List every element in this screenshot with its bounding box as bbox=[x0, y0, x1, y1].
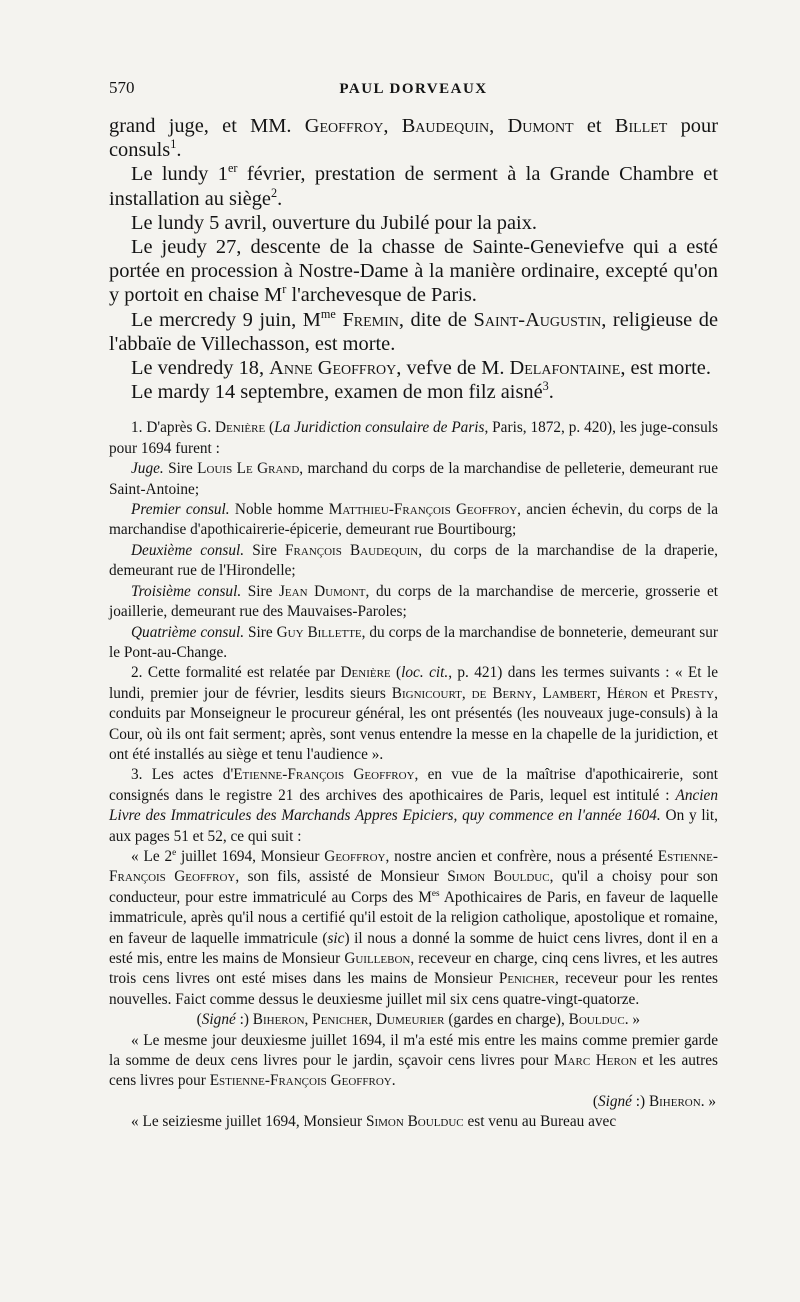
text-run: « Le mesme jour deuxiesme juillet 1694, il m'a esté mis entre les mains comme premier garde la somme de deux cens livres pour le jardin, sçavoir cens livres pour bbox=[109, 1031, 718, 1070]
text-run: e bbox=[172, 846, 177, 857]
text-run: ( bbox=[390, 664, 402, 682]
text-run: Boulduc bbox=[568, 1011, 625, 1029]
text-run: Delafontaine bbox=[509, 357, 621, 380]
paragraph bbox=[109, 235, 718, 308]
paragraph bbox=[109, 356, 718, 380]
footnote-entry bbox=[109, 582, 718, 623]
text-run: ( bbox=[592, 1092, 598, 1110]
text-run: Le lundy 1 bbox=[131, 163, 228, 186]
text-run: Premier consul. bbox=[131, 501, 230, 519]
text-run: Le vendredy 18, bbox=[131, 357, 270, 380]
text-run: . bbox=[176, 139, 182, 162]
text-run: « Le seiziesme juillet 1694, Monsieur bbox=[131, 1113, 366, 1131]
text-run: 2. Cette formalité est relatée par bbox=[131, 664, 341, 682]
text-run: et les autres cens livres pour bbox=[109, 1052, 718, 1090]
page-number: 570 bbox=[109, 78, 135, 97]
text-run: er bbox=[227, 161, 238, 176]
text-run: 3. Les actes d' bbox=[131, 766, 234, 784]
footnote-ref: 1 bbox=[170, 137, 177, 152]
footnote-1 bbox=[109, 418, 718, 459]
text-run: Troisième consul. bbox=[131, 582, 242, 600]
text-run: Sire bbox=[244, 541, 286, 559]
text-run: 1. D'après G. bbox=[131, 419, 216, 437]
text-run: , conduits par Monseigneur le procureur général, les ont présentés (les nouveaux juge-consuls) à la Cour, où ils ont fait serment; après, sont venus entendre la messe en la chapelle de la juridiction, et ont été installés au siège et tenu l'audience ». bbox=[109, 684, 718, 763]
text-run: Etienne-François Geoffroy bbox=[233, 766, 415, 784]
text-run: Simon Boulduc bbox=[447, 868, 550, 886]
text-run: Geoffroy bbox=[324, 847, 386, 865]
footnote-entry bbox=[109, 623, 718, 664]
text-run: Le jeudy 27, descente de la chasse de Sainte-Geneviefve qui a esté portée en procession à Nostre-Dame à la manière ordinaire, excepté qu'on y portoit en chaise M bbox=[109, 236, 718, 307]
text-run: , est morte. bbox=[620, 357, 711, 380]
text-run: ) il nous a donné la somme de huict cens livres, dont il en a esté mis, entre les mains de Monsieur bbox=[109, 929, 718, 967]
text-run: :) bbox=[631, 1092, 649, 1110]
text-run: Denière bbox=[340, 664, 391, 682]
text-run: grand juge, et MM. bbox=[109, 115, 305, 137]
footnote-ref: 3 bbox=[542, 379, 549, 394]
text-run: Apothicaires de Paris, en faveur de laquelle immatricule, après qu'il nous a certifié qu'il estoit de la religion catholique, apostolique et romaine, en faveur de laquelle immatricule ( bbox=[109, 888, 718, 947]
text-run: . » bbox=[624, 1011, 640, 1029]
text-run: , ancien échevin, du corps de la marchandise d'apothicairerie-épicerie, demeurant rue Bourtibourg; bbox=[109, 501, 718, 539]
text-run: , receveur pour les rentes nouvelles. Faict comme dessus le deuxiesme juillet mil six cens quatre-vingt-quatorze. bbox=[109, 970, 718, 1008]
text-run: , marchand du corps de la marchandise de pelleterie, demeurant rue Saint-Antoine; bbox=[109, 460, 718, 498]
paragraph bbox=[109, 114, 718, 162]
text-run: l'archevesque de Paris. bbox=[286, 284, 477, 307]
text-run: Signé bbox=[201, 1011, 236, 1029]
text-run: Estienne-François Geoffroy bbox=[209, 1072, 392, 1090]
text-run: . bbox=[277, 187, 283, 210]
text-run: Penicher bbox=[498, 970, 555, 988]
text-run: Le mardy 14 septembre, examen de mon filz aisné bbox=[131, 381, 543, 404]
text-run: Billet bbox=[614, 115, 668, 137]
paragraph: Le lundy 5 avril, ouverture du Jubilé pour la paix. bbox=[131, 211, 538, 234]
text-run: , receveur en charge, cinq cens livres, et les autres trois cens livres ont esté mises dans les mains de Monsieur bbox=[109, 950, 718, 988]
text-run: « Le 2 bbox=[131, 847, 173, 865]
text-run: Dumont bbox=[507, 115, 574, 137]
text-run: , qu'il a choisy pour son conducteur, pour estre immatriculé au Corps des M bbox=[109, 868, 718, 906]
quotation bbox=[109, 847, 718, 1010]
text-run: Matthieu-François Geoffroy bbox=[328, 501, 518, 519]
text-run: Fremin bbox=[342, 308, 399, 331]
text-run: Anne Geoffroy bbox=[269, 357, 397, 380]
text-run: Baudequin bbox=[401, 115, 490, 137]
text-run: et bbox=[573, 115, 615, 137]
running-head bbox=[109, 78, 718, 104]
quotation bbox=[109, 1031, 718, 1092]
text-run: , du corps de la marchandise de bonneterie, demeurant sur le Pont-au-Change. bbox=[109, 623, 718, 661]
text-run: , religieuse de l'abbaïe de Villechasson, est morte. bbox=[109, 308, 718, 355]
text-run: La Juridiction consulaire de Paris bbox=[274, 419, 485, 437]
text-run: ( bbox=[196, 1011, 202, 1029]
text-run: février, prestation de serment à la Grande Chambre et installation au siège bbox=[109, 163, 718, 210]
footnote-3 bbox=[109, 765, 718, 847]
text-run: . » bbox=[700, 1092, 716, 1110]
text-run: Bignicourt, de Berny, Lambert, Héron bbox=[391, 684, 648, 702]
text-run: Simon Boulduc bbox=[365, 1113, 464, 1131]
quotation bbox=[109, 1112, 718, 1132]
text-run: Deuxième consul. bbox=[131, 541, 245, 559]
text-run: Biheron, Penicher, Dumeurier bbox=[252, 1011, 445, 1029]
text-run: Jean Dumont bbox=[278, 582, 366, 600]
text-run: (gardes en charge), bbox=[444, 1011, 569, 1029]
text-run: , dite de bbox=[398, 308, 474, 331]
text-run: , du corps de la marchandise de mercerie, grosserie et joaillerie, demeurant rue des Mauvaises-Paroles; bbox=[109, 582, 718, 621]
footnote-ref: 2 bbox=[270, 185, 278, 200]
text-run: Le mercredy 9 juin, M bbox=[131, 308, 321, 331]
text-run: r bbox=[282, 282, 287, 297]
text-run: Guy Billette bbox=[276, 623, 362, 641]
text-run: Louis Le Grand bbox=[197, 460, 300, 478]
text-run: ( bbox=[265, 419, 275, 437]
running-title: PAUL DORVEAUX bbox=[339, 81, 488, 97]
text-run: . bbox=[391, 1072, 396, 1090]
paragraph bbox=[109, 162, 718, 210]
text-run: :) bbox=[235, 1011, 253, 1029]
text-run: me bbox=[320, 306, 336, 321]
text-run: sic bbox=[327, 929, 345, 947]
text-run: , vefve de M. bbox=[396, 357, 510, 380]
text-run: Juge. bbox=[131, 460, 164, 478]
signature-line bbox=[109, 1092, 718, 1112]
text-run: loc. cit. bbox=[401, 664, 449, 682]
text-run: Quatrième consul. bbox=[131, 623, 245, 641]
signature-line bbox=[109, 1010, 718, 1030]
text-run: , bbox=[489, 115, 508, 137]
text-run: Denière bbox=[215, 419, 266, 437]
text-run: et bbox=[647, 684, 671, 702]
text-run: , nostre ancien et confrère, nous a présenté bbox=[385, 847, 658, 865]
footnote-entry bbox=[109, 459, 718, 500]
text-run: Geoffroy bbox=[304, 115, 384, 137]
text-run: Marc Heron bbox=[553, 1052, 637, 1070]
paragraph bbox=[109, 380, 718, 404]
text-run: Guillebon bbox=[344, 950, 411, 967]
text-run: Sire bbox=[241, 582, 279, 600]
text-run: Sire bbox=[244, 623, 277, 641]
footnote-2 bbox=[109, 663, 718, 765]
paragraph bbox=[109, 308, 718, 356]
main-text bbox=[109, 114, 718, 404]
text-run: est venu au Bureau avec bbox=[463, 1113, 617, 1131]
footnotes bbox=[109, 418, 718, 1132]
text-run: , Paris, 1872, p. 420), les juge-consuls pour 1694 furent : bbox=[109, 419, 718, 457]
text-run: Presty bbox=[670, 684, 715, 702]
text-run: pour consuls bbox=[109, 115, 718, 162]
text-run: , en vue de la maîtrise d'apothicairerie, sont consignés dans le registre 21 des archives des apothicaires de Paris, lequel est intitulé : bbox=[109, 766, 718, 804]
text-run: . bbox=[548, 381, 554, 404]
text-run: Saint-Augustin bbox=[473, 308, 602, 331]
text-run: juillet 1694, Monsieur bbox=[176, 847, 325, 865]
text-run: On y lit, aux pages 51 et 52, ce qui suit : bbox=[109, 807, 719, 845]
text-run: Noble homme bbox=[229, 501, 329, 519]
text-run: , bbox=[383, 115, 402, 137]
text-run: François Baudequin bbox=[285, 541, 419, 559]
text-run: Estienne-François Geoffroy bbox=[109, 847, 718, 886]
footnote-entry bbox=[109, 500, 718, 541]
text-run: , du corps de la marchandise de la draperie, demeurant rue de l'Hirondelle; bbox=[109, 541, 718, 580]
text-run: es bbox=[431, 887, 440, 898]
text-run: Ancien Livre des Immatricules des Marchands Appres Epiciers, quy commence en l'année 1604. bbox=[109, 786, 718, 825]
text-run: , p. 421) dans les termes suivants : « Et le lundi, premier jour de février, lesdits sieurs bbox=[109, 664, 718, 702]
text-run: Sire bbox=[163, 460, 198, 478]
footnote-entry bbox=[109, 541, 718, 582]
text-run: Signé bbox=[597, 1092, 632, 1110]
text-run: Biheron bbox=[648, 1092, 701, 1110]
text-run: , son fils, assisté de Monsieur bbox=[235, 868, 448, 886]
